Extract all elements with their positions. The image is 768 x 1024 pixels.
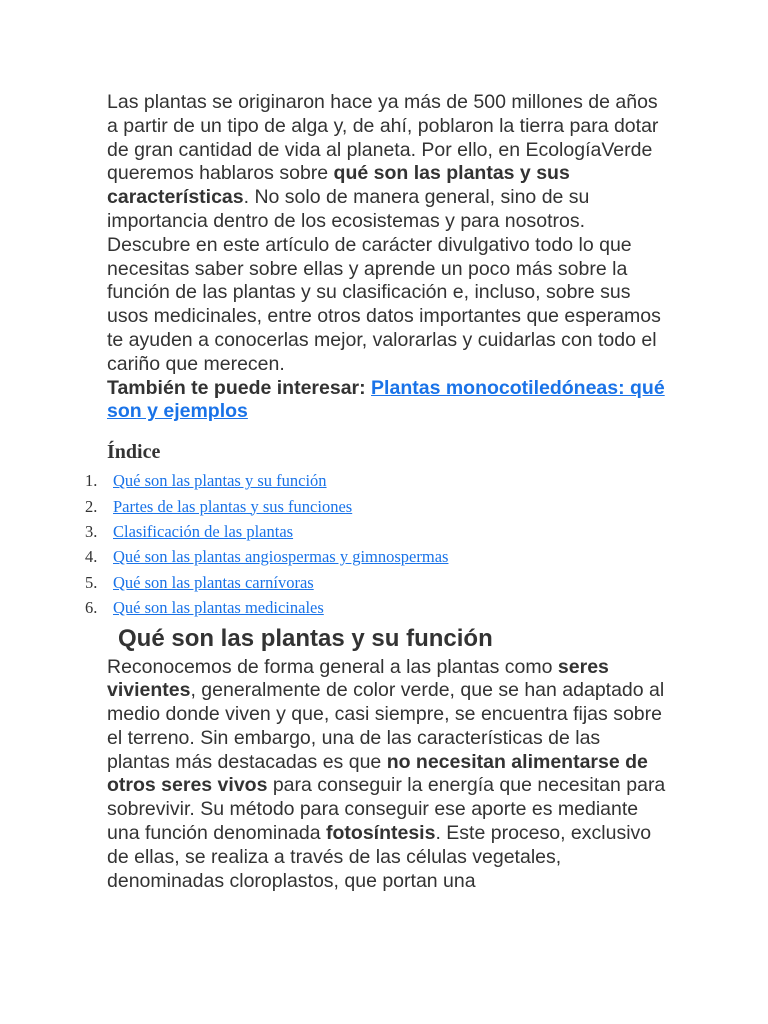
intro-bold-text: qué son las plantas y sus características (107, 162, 570, 209)
section-bold-text: seres vivientes (107, 655, 609, 702)
index-number: 6. (85, 598, 98, 618)
index-link-que-son-las-plantas[interactable]: Qué son las plantas y su función (113, 471, 327, 491)
related-article-link[interactable]: Plantas monocotiledóneas: qué son y ejemplos (107, 376, 665, 423)
related-label: También te puede interesar: (107, 376, 372, 399)
index-number: 2. (85, 496, 98, 516)
intro-paragraph-2: Descubre en este artículo de carácter divulgativo todo lo que necesitas saber sobre ellas y aprende un poco más sobre la función de las plantas y su clasificación e, incluso, sobre sus usos medicinales, entre otros datos importantes que esperamos te ayuden a conocerlas mejor, valorarlas y cuidarlas con todo el cariño que merecen. (107, 233, 661, 375)
index-link-angiospermas[interactable]: Qué son las plantas angiospermas y gimnospermas (113, 547, 449, 567)
section-text: , generalmente de color verde, que se han adaptado al medio donde viven y que, casi siempre, se encuentra fijas sobre el terreno. Sin embargo, una de las características de las plantas más destacadas es que (107, 679, 665, 773)
intro-paragraph (107, 91, 667, 234)
index-title: Índice (107, 441, 161, 464)
article-body (85, 91, 667, 893)
index-item (85, 544, 667, 569)
section-text: Reconocemos de forma general a las plantas como (107, 655, 558, 678)
index-item (85, 468, 667, 493)
index-list (85, 468, 667, 620)
index-link-carnivoras[interactable]: Qué son las plantas carnívoras (113, 572, 314, 592)
index-number: 3. (85, 521, 98, 541)
section-bold-text: no necesitan alimentarse de otros seres vivos (107, 750, 648, 797)
index-number: 1. (85, 471, 98, 491)
section-text: para conseguir la energía que necesitan para sobrevivir. Su método para conseguir ese aporte es mediante una función denominada (107, 774, 666, 845)
index-number: 4. (85, 547, 98, 567)
intro-text-b: . No solo de manera general, sino de su importancia dentro de los ecosistemas y para nosotros. (107, 186, 590, 232)
index-link-clasificacion[interactable]: Clasificación de las plantas (113, 521, 294, 541)
index-number: 5. (85, 572, 98, 592)
intro-text-a: Las plantas se originaron hace ya más de 500 millones de años a partir de un tipo de alga y, de ahí, poblaron la tierra para dotar de gran cantidad de vida al planeta. Por ello, en EcologíaVerde queremos hablaros sobre (107, 91, 659, 185)
index-item (85, 519, 667, 544)
index-item (85, 595, 667, 620)
section-text: . Este proceso, exclusivo de ellas, se realiza a través de las células vegetales, denominadas cloroplastos, que portan una (107, 822, 652, 892)
index-item (85, 570, 667, 595)
section-paragraph (107, 656, 667, 894)
section-bold-text: fotosíntesis (326, 822, 436, 845)
related-article (107, 377, 667, 425)
index-link-medicinales[interactable]: Qué son las plantas medicinales (113, 598, 324, 618)
section-title: Qué son las plantas y su función (118, 624, 493, 652)
index-item (85, 494, 667, 519)
index-link-partes-de-las-plantas[interactable]: Partes de las plantas y sus funciones (113, 496, 353, 516)
